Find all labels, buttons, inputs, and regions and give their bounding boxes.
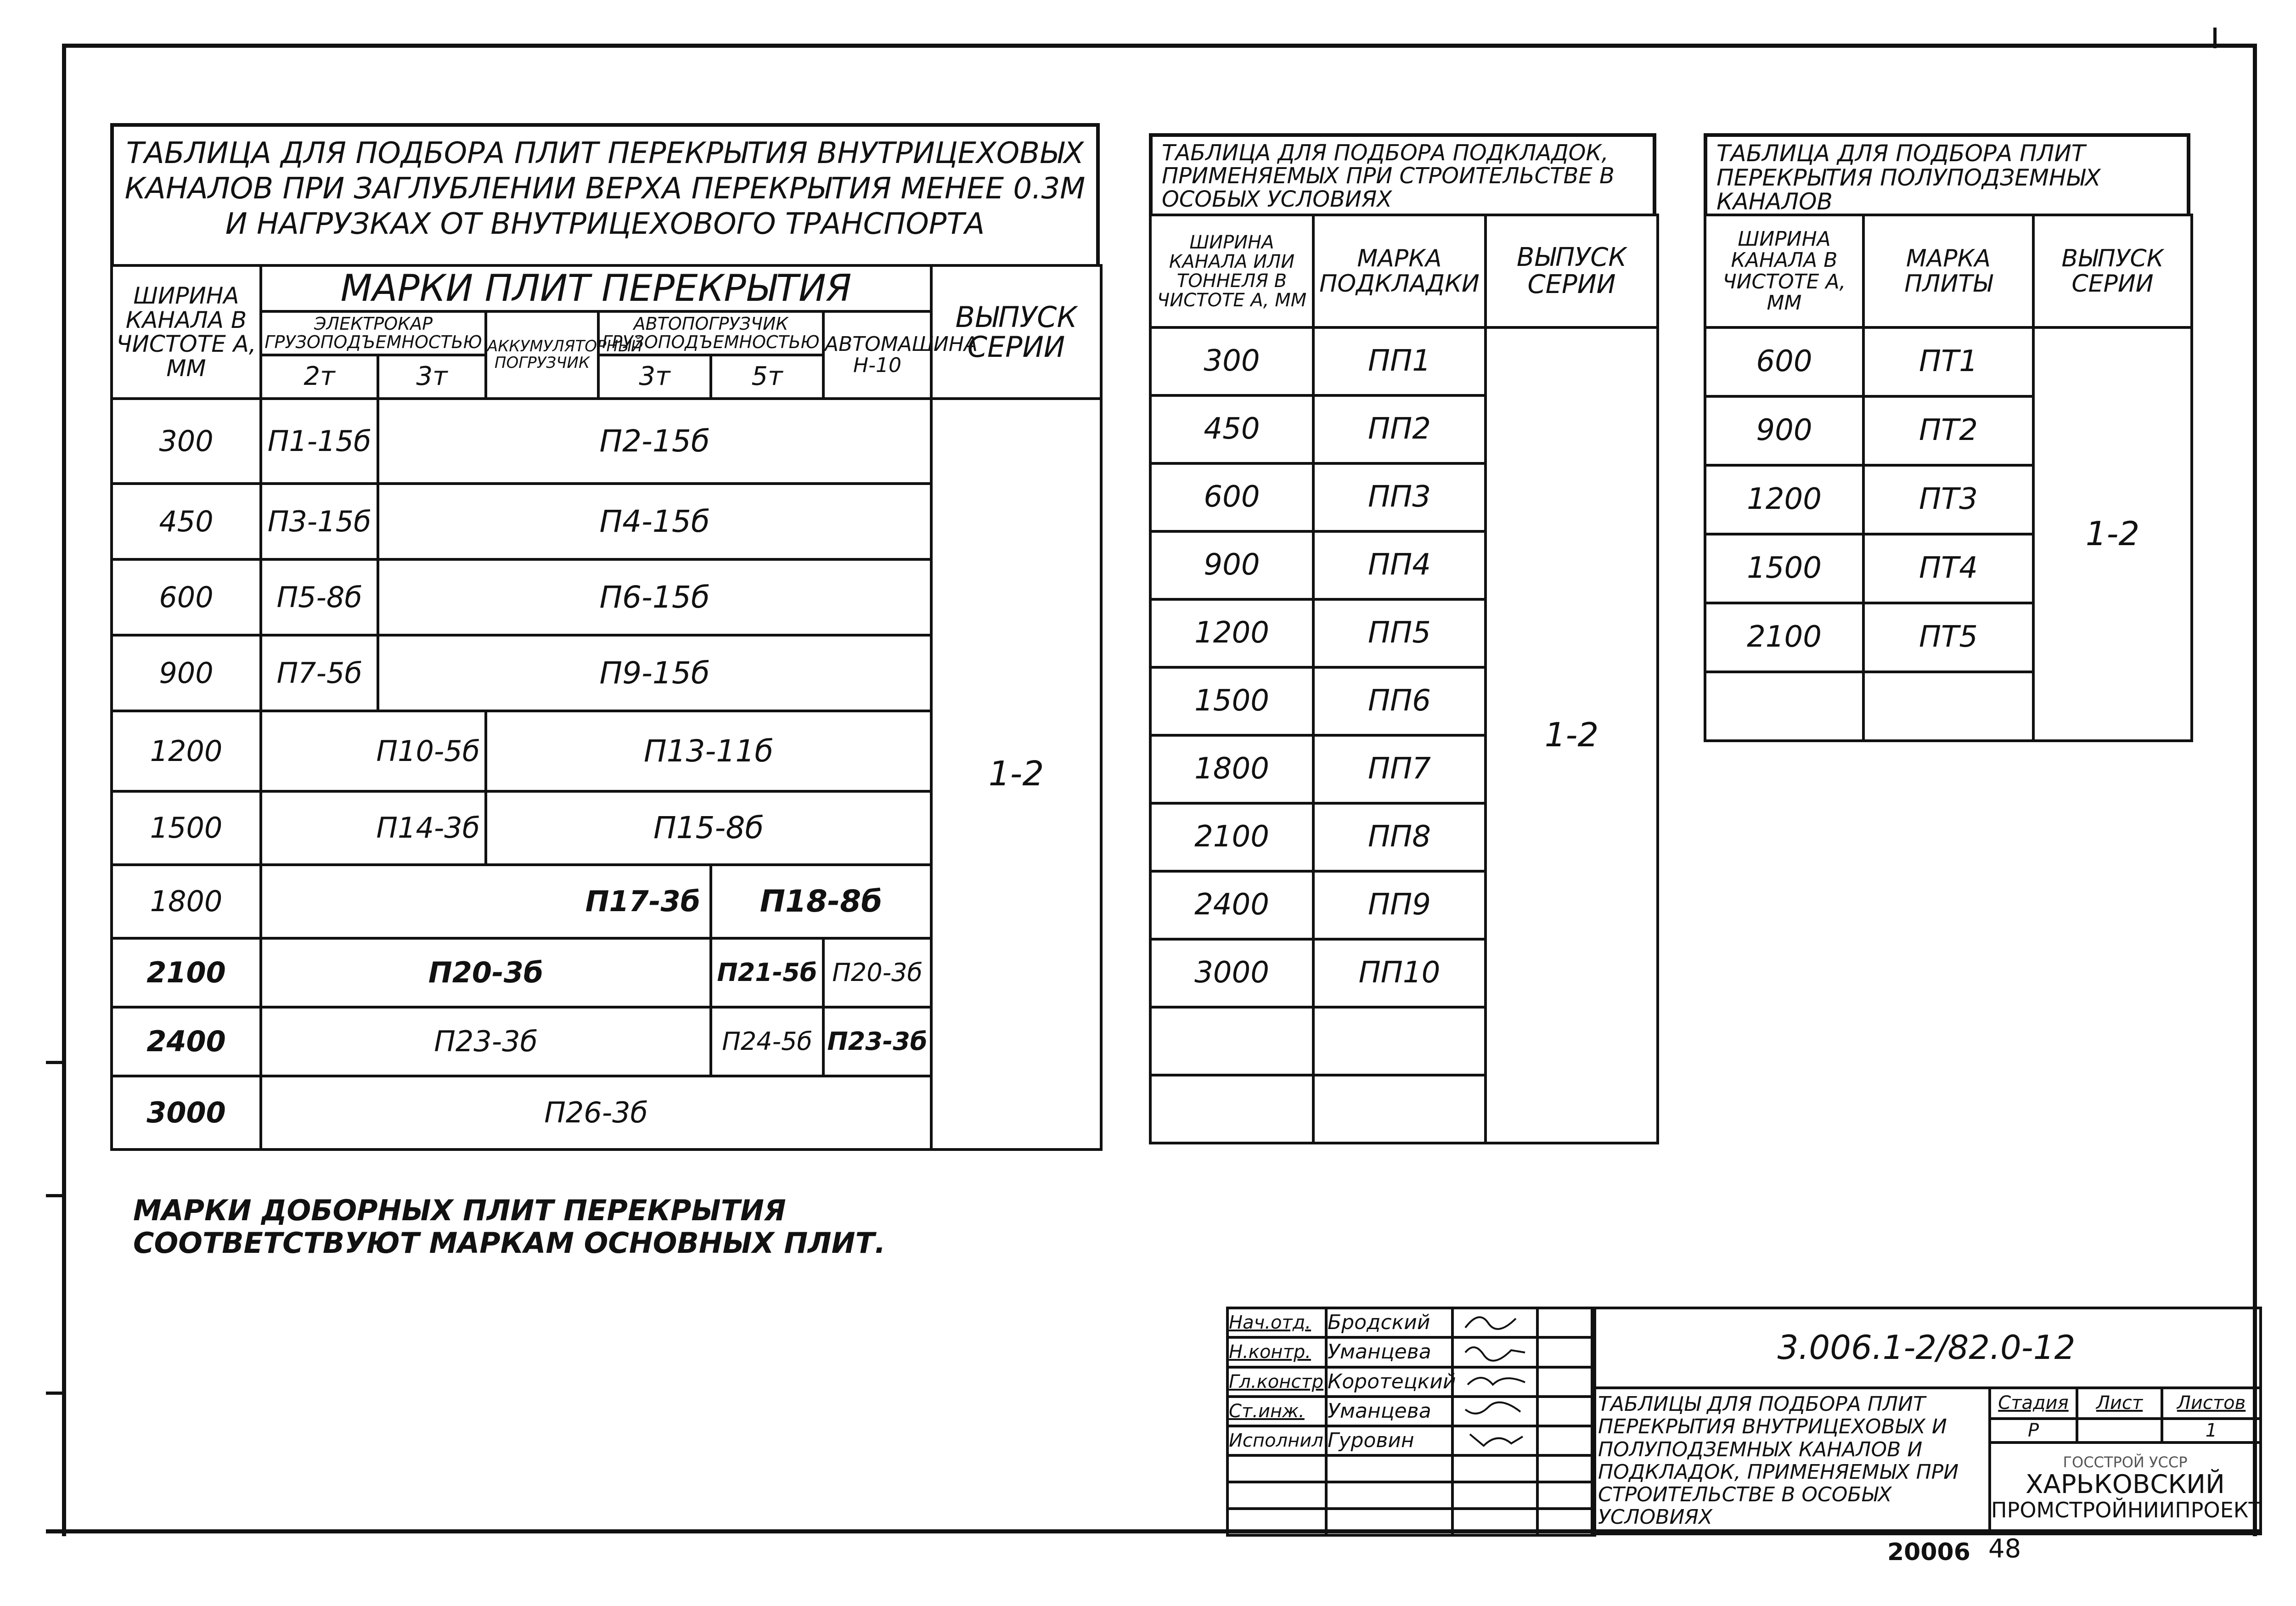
table-cell-width: 900 xyxy=(1705,396,1863,465)
table-cell-mark: П20-3б xyxy=(261,938,711,1007)
table3 xyxy=(1704,214,2193,742)
stamp-name: Гуровин xyxy=(1326,1426,1452,1455)
table-cell-width: 450 xyxy=(1150,395,1313,463)
table-cell-mark: П13-11б xyxy=(486,711,931,791)
table1-electrocar-header: ЭЛЕКТРОКАР ГРУЗОПОДЪЕМНОСТЬЮ xyxy=(261,311,486,355)
table-cell-width: 2400 xyxy=(112,1007,261,1076)
table-cell-mark: ПП4 xyxy=(1313,531,1486,599)
org-line-3: ПРОМСТРОЙНИИПРОЕКТ xyxy=(1991,1498,2262,1523)
table-cell-width: 1200 xyxy=(112,711,261,791)
table1-accumulator-header: АККУМУЛЯТОРНЫЙ ПОГРУЗЧИК xyxy=(486,311,598,399)
table-cell-mark: ПТ4 xyxy=(1863,534,2033,603)
stamp-empty xyxy=(1326,1482,1452,1509)
stamp-role: Исполнил xyxy=(1227,1426,1326,1455)
signature-scribble xyxy=(1461,1309,1530,1332)
stamp-date xyxy=(1537,1308,1595,1337)
table-cell-width: 2100 xyxy=(112,938,261,1007)
stamp-empty xyxy=(1326,1509,1452,1535)
stamp-empty xyxy=(1537,1455,1595,1482)
table-cell-mark: П1-15б xyxy=(261,399,378,484)
stamp-empty xyxy=(1537,1482,1595,1509)
signature-scribble xyxy=(1461,1427,1530,1450)
table-cell-mark: П7-5б xyxy=(261,635,378,711)
table1-marks-header: МАРКИ ПЛИТ ПЕРЕКРЫТИЯ xyxy=(261,265,931,311)
stamp-name: Уманцева xyxy=(1326,1397,1452,1426)
table-cell-mark: П20-3б xyxy=(823,938,931,1007)
table-cell-mark: ПП9 xyxy=(1313,871,1486,939)
title-block-main xyxy=(1591,1307,2262,1535)
stamp-signature xyxy=(1452,1367,1537,1397)
stamp-name: Коротецкий xyxy=(1326,1367,1452,1397)
table-cell-mark: ПП6 xyxy=(1313,667,1486,735)
table-cell-width: 900 xyxy=(1150,531,1313,599)
table-cell-mark: ПП8 xyxy=(1313,803,1486,871)
table-cell-width: 1500 xyxy=(1705,534,1863,603)
org-line-1: ГОССТРОЙ УССР xyxy=(2063,1453,2188,1471)
stamp-signature xyxy=(1452,1337,1537,1367)
table-cell-mark: ПП2 xyxy=(1313,395,1486,463)
table-cell-mark: П4-15б xyxy=(378,484,931,559)
table-cell-empty xyxy=(1313,1075,1486,1143)
table-cell-width: 300 xyxy=(1150,327,1313,395)
table2-release-header: ВЫПУСК СЕРИИ xyxy=(1486,215,1658,327)
table3-width-header: ШИРИНА КАНАЛА В ЧИСТОТЕ А, ММ xyxy=(1705,215,1863,327)
stamp-date xyxy=(1537,1337,1595,1367)
table-cell-width: 1800 xyxy=(1150,735,1313,803)
table2 xyxy=(1149,214,1659,1144)
table-cell-width: 3000 xyxy=(112,1076,261,1150)
table2-release-value: 1-2 xyxy=(1486,327,1658,1143)
table-cell-width: 300 xyxy=(112,399,261,484)
page-number: 48 xyxy=(1988,1534,2021,1564)
corner-tick xyxy=(2213,28,2217,48)
inventory-number: 20006 xyxy=(1887,1538,1970,1566)
title-block-signatures xyxy=(1226,1307,1596,1537)
table-cell-mark: П18-8б xyxy=(711,865,931,938)
table-cell-mark: ПТ1 xyxy=(1863,327,2033,396)
stamp-role: Ст.инж. xyxy=(1227,1397,1326,1426)
table1 xyxy=(110,264,1103,1151)
table-cell-mark: ПП7 xyxy=(1313,735,1486,803)
table-cell-width: 900 xyxy=(112,635,261,711)
table-cell-width: 1200 xyxy=(1150,599,1313,667)
table-cell-width: 1500 xyxy=(1150,667,1313,735)
table-cell-empty xyxy=(1150,1007,1313,1075)
note-text: МАРКИ ДОБОРНЫХ ПЛИТ ПЕРЕКРЫТИЯ СООТВЕТСТВУЮТ МАРКАМ ОСНОВНЫХ ПЛИТ. xyxy=(133,1194,886,1260)
table1-5t-header: 5т xyxy=(711,355,823,399)
table2-title: ТАБЛИЦА ДЛЯ ПОДБОРА ПОДКЛАДОК, ПРИМЕНЯЕМЫХ ПРИ СТРОИТЕЛЬСТВЕ В ОСОБЫХ УСЛОВИЯХ xyxy=(1149,133,1656,216)
table-cell-mark: П23-3б xyxy=(261,1007,711,1076)
stamp-empty xyxy=(1227,1482,1326,1509)
table-cell-mark: П9-15б xyxy=(378,635,931,711)
stamp-signature xyxy=(1452,1397,1537,1426)
table-cell-empty xyxy=(1863,672,2033,741)
table-cell-mark: П3-15б xyxy=(261,484,378,559)
table-cell-mark: ПТ2 xyxy=(1863,396,2033,465)
table-cell-mark: П15-8б xyxy=(486,791,931,865)
sheet-value xyxy=(2077,1419,2162,1443)
sheets-label: Листов xyxy=(2162,1388,2261,1419)
stamp-date xyxy=(1537,1397,1595,1426)
stamp-date xyxy=(1537,1426,1595,1455)
margin-tick xyxy=(46,1392,62,1395)
stamp-empty xyxy=(1537,1509,1595,1535)
stamp-empty xyxy=(1227,1455,1326,1482)
table-cell-mark: ПП10 xyxy=(1313,939,1486,1007)
table1-3t-loader-header: 3т xyxy=(598,355,711,399)
stamp-signature xyxy=(1452,1308,1537,1337)
table-cell-mark: П26-3б xyxy=(261,1076,931,1150)
table-cell-width: 1200 xyxy=(1705,465,1863,534)
table-cell-mark: ПТ5 xyxy=(1863,603,2033,672)
table-cell-mark: П6-15б xyxy=(378,559,931,635)
margin-tick xyxy=(46,1061,62,1064)
sheet-label: Лист xyxy=(2077,1388,2162,1419)
table-cell-mark: П10-5б xyxy=(261,711,486,791)
table-cell-empty xyxy=(1313,1007,1486,1075)
stamp-role: Нач.отд. xyxy=(1227,1308,1326,1337)
table-cell-width: 600 xyxy=(1705,327,1863,396)
stamp-date xyxy=(1537,1367,1595,1397)
table-cell-width: 600 xyxy=(1150,463,1313,531)
table-cell-mark: П17-3б xyxy=(261,865,711,938)
stamp-name: Бродский xyxy=(1326,1308,1452,1337)
table1-title: ТАБЛИЦА ДЛЯ ПОДБОРА ПЛИТ ПЕРЕКРЫТИЯ ВНУТРИЦЕХОВЫХ КАНАЛОВ ПРИ ЗАГЛУБЛЕНИИ ВЕРХА ПЕРЕКРЫТИЯ МЕНЕЕ 0.3М И НАГРУЗКАХ ОТ ВНУТРИЦЕХОВОГО ТРАНСПОРТА xyxy=(110,123,1100,265)
table-cell-width: 1500 xyxy=(112,791,261,865)
table-cell-mark: ПП5 xyxy=(1313,599,1486,667)
table-cell-mark: ПП3 xyxy=(1313,463,1486,531)
signature-scribble xyxy=(1461,1339,1530,1362)
stamp-name: Уманцева xyxy=(1326,1337,1452,1367)
table3-release-header: ВЫПУСК СЕРИИ xyxy=(2033,215,2192,327)
table2-width-header: ШИРИНА КАНАЛА ИЛИ ТОННЕЛЯ В ЧИСТОТЕ А, ММ xyxy=(1150,215,1313,327)
stamp-empty xyxy=(1452,1482,1537,1509)
table-cell-width: 2100 xyxy=(1705,603,1863,672)
table1-3t-header: 3т xyxy=(378,355,486,399)
table-cell-width: 2400 xyxy=(1150,871,1313,939)
table-cell-mark: П23-3б xyxy=(823,1007,931,1076)
document-code: 3.006.1-2/82.0-12 xyxy=(1592,1308,2261,1388)
stamp-signature xyxy=(1452,1426,1537,1455)
table1-width-header: ШИРИНА КАНАЛА В ЧИСТОТЕ А, ММ xyxy=(112,265,261,399)
table1-release-value: 1-2 xyxy=(931,399,1101,1150)
table3-mark-header: МАРКА ПЛИТЫ xyxy=(1863,215,2033,327)
sheets-value: 1 xyxy=(2162,1419,2261,1443)
table1-release-header: ВЫПУСК СЕРИИ xyxy=(931,265,1101,399)
table-cell-mark: П2-15б xyxy=(378,399,931,484)
table-cell-mark: П5-8б xyxy=(261,559,378,635)
margin-tick xyxy=(46,1194,62,1197)
stamp-empty xyxy=(1227,1509,1326,1535)
document-description: ТАБЛИЦЫ ДЛЯ ПОДБОРА ПЛИТ ПЕРЕКРЫТИЯ ВНУТРИЦЕХОВЫХ И ПОЛУПОДЗЕМНЫХ КАНАЛОВ И ПОДКЛАДОК, ПРИМЕНЯЕМЫХ ПРИ СТРОИТЕЛЬСТВЕ В ОСОБЫХ УСЛОВИЯХ xyxy=(1592,1388,1990,1534)
signature-scribble xyxy=(1461,1369,1530,1392)
table3-title: ТАБЛИЦА ДЛЯ ПОДБОРА ПЛИТ ПЕРЕКРЫТИЯ ПОЛУПОДЗЕМНЫХ КАНАЛОВ xyxy=(1704,133,2190,216)
table-cell-mark: ПТ3 xyxy=(1863,465,2033,534)
table2-mark-header: МАРКА ПОДКЛАДКИ xyxy=(1313,215,1486,327)
table-cell-mark: П21-5б xyxy=(711,938,823,1007)
signature-scribble xyxy=(1461,1398,1530,1421)
org-line-2: ХАРЬКОВСКИЙ xyxy=(2026,1469,2225,1499)
table1-autoloader-header: АВТОПОГРУЗЧИК ГРУЗОПОДЪЕМНОСТЬЮ xyxy=(598,311,823,355)
table-cell-empty xyxy=(1150,1075,1313,1143)
stage-value: Р xyxy=(1990,1419,2077,1443)
stamp-empty xyxy=(1326,1455,1452,1482)
stamp-role: Гл.констр xyxy=(1227,1367,1326,1397)
stamp-role: Н.контр. xyxy=(1227,1337,1326,1367)
table-cell-width: 450 xyxy=(112,484,261,559)
stage-label: Стадия xyxy=(1990,1388,2077,1419)
table1-automachine-header: АВТОМАШИНА Н-10 xyxy=(823,311,931,399)
table-cell-width: 1800 xyxy=(112,865,261,938)
table1-2t-header: 2т xyxy=(261,355,378,399)
organization-stamp xyxy=(1990,1443,2261,1534)
table-cell-width: 2100 xyxy=(1150,803,1313,871)
table-cell-empty xyxy=(1705,672,1863,741)
stamp-empty xyxy=(1452,1509,1537,1535)
stamp-empty xyxy=(1452,1455,1537,1482)
table-cell-mark: П24-5б xyxy=(711,1007,823,1076)
table-cell-width: 3000 xyxy=(1150,939,1313,1007)
table-cell-width: 600 xyxy=(112,559,261,635)
table-cell-mark: П14-3б xyxy=(261,791,486,865)
table-cell-mark: ПП1 xyxy=(1313,327,1486,395)
table3-release-value: 1-2 xyxy=(2033,327,2192,741)
